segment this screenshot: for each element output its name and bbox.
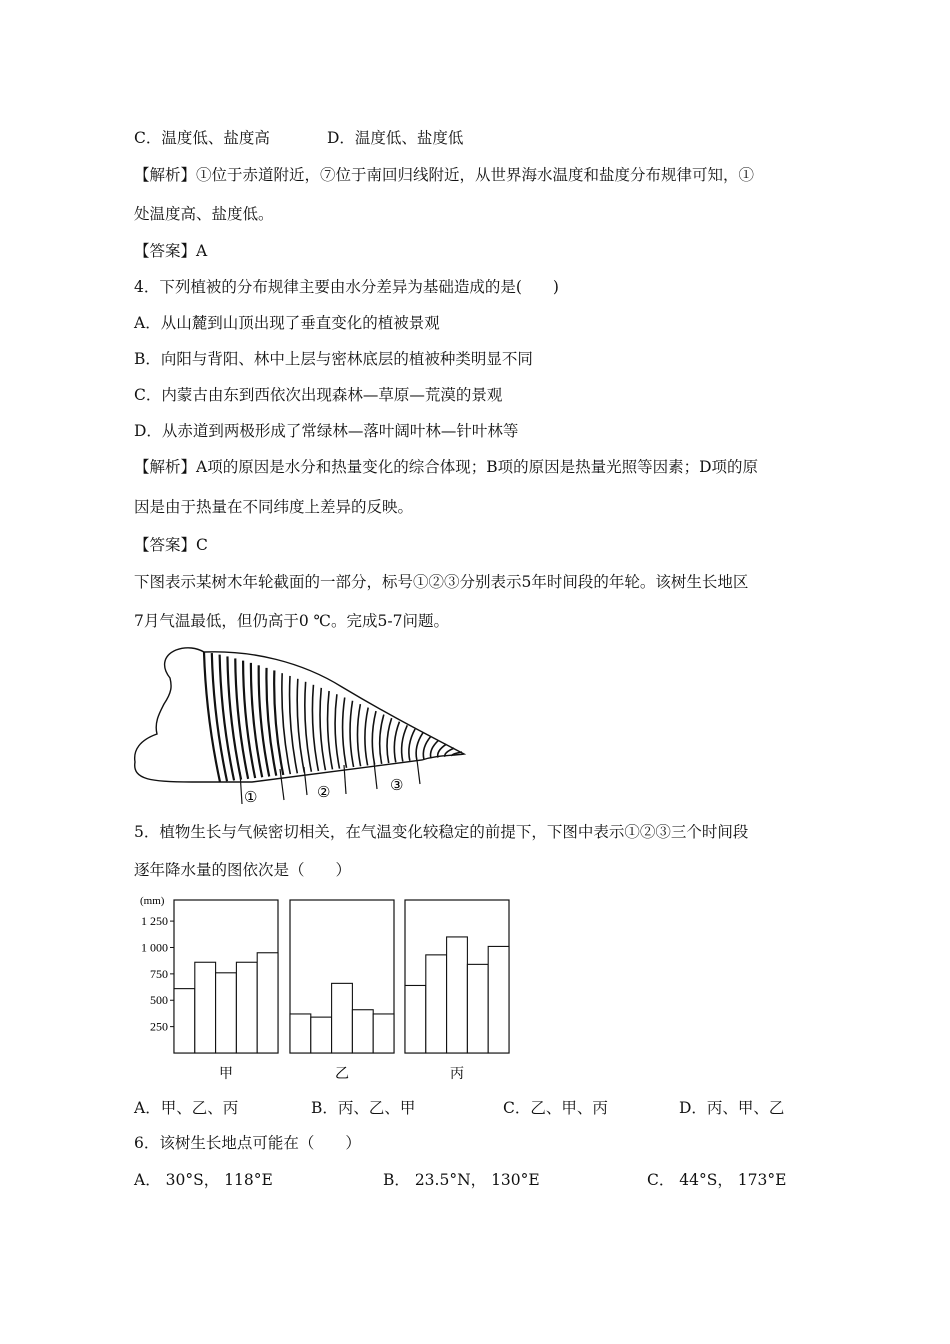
q5-stem-line1: 5．植物生长与气候密切相关，在气温变化较稳定的前提下，下图中表示①②③三个时间段 (134, 823, 749, 841)
q3-option-c: C．温度低、盐度高 (134, 129, 270, 147)
panel-label: 丙 (450, 1067, 464, 1082)
intro-line2: 7月气温最低，但仍高于0 ℃。完成5-7问题。 (134, 612, 449, 630)
bar (332, 983, 353, 1053)
q3-analysis-line1: 【解析】①位于赤道附近，⑦位于南回归线附近，从世界海水温度和盐度分布规律可知，① (134, 166, 755, 184)
precip-chart-svg (128, 892, 528, 1087)
bar (236, 962, 257, 1053)
bar (488, 946, 509, 1053)
y-tick-label: 500 (150, 993, 168, 1008)
tree-ring-line (365, 708, 368, 766)
tree-ring-line (328, 691, 333, 769)
ring-label-1: ① (244, 790, 258, 806)
bar (257, 953, 278, 1053)
tree-ring-line (320, 688, 325, 770)
tree-ring-line (290, 676, 298, 773)
q3-option-d: D．温度低、盐度低 (327, 129, 464, 147)
y-tick-label: 1 000 (141, 940, 168, 955)
tree-ring-line (387, 718, 392, 763)
q6-stem: 6．该树生长地点可能在（ ） (134, 1134, 361, 1152)
bar (405, 985, 426, 1053)
q4-analysis-line1: 【解析】A项的原因是水分和热量变化的综合体现；B项的原因是热量光照等因素；D项的原 (134, 458, 759, 476)
bar (311, 1017, 332, 1053)
ring-label-3: ③ (390, 778, 404, 794)
tree-ring-line (297, 679, 304, 773)
tree-ring-line (305, 682, 312, 772)
tree-ring-line (423, 737, 430, 760)
bar (447, 937, 468, 1053)
q5-option-d: D．丙、甲、乙 (679, 1099, 785, 1117)
q5-option-b: B．丙、乙、甲 (311, 1099, 416, 1117)
y-tick-label: 1 250 (141, 914, 168, 929)
bar (373, 1014, 394, 1053)
tree-rings (204, 652, 462, 782)
bar (426, 955, 447, 1053)
q5-option-a: A．甲、乙、丙 (134, 1099, 239, 1117)
tree-ring-line (343, 697, 347, 767)
intro-line1: 下图表示某树木年轮截面的一部分，标号①②③分别表示5年时间段的年轮。该树生长地区 (134, 573, 749, 591)
q4-analysis-line2: 因是由于热量在不同纬度上差异的反映。 (134, 498, 414, 516)
y-tick-label: 250 (150, 1019, 168, 1034)
q4-option-c: C．内蒙古由东到西依次出现森林—草原—荒漠的景观 (134, 386, 503, 404)
bar (290, 1014, 311, 1053)
q5-option-c: C．乙、甲、丙 (503, 1099, 608, 1117)
tree-outline (135, 648, 464, 782)
panel-label: 乙 (335, 1067, 349, 1082)
chart-panels (174, 900, 509, 1082)
q4-option-a: A．从山麓到山顶出现了垂直变化的植被景观 (134, 314, 440, 332)
tree-ring-line (380, 715, 384, 764)
y-tick-label: 750 (150, 966, 168, 981)
tree-ring-line (394, 722, 399, 763)
q4-stem: 4．下列植被的分布规律主要由水分差异为基础造成的是( ) (134, 278, 559, 296)
q6-option-a: A． 30°S， 118°E (134, 1171, 273, 1189)
q4-option-d: D．从赤道到两极形成了常绿林—落叶阔叶林—针叶林等 (134, 422, 519, 440)
panel-label: 甲 (219, 1067, 233, 1082)
bar (174, 989, 195, 1053)
tree-ring-line (416, 733, 423, 760)
tree-ring-line (372, 711, 376, 765)
tree-ring-line (350, 701, 354, 767)
ring-label-2: ② (317, 785, 331, 801)
chart-y-axis (141, 914, 174, 1034)
q4-answer: 【答案】C (134, 536, 208, 554)
chart-ylabel: (mm) (140, 895, 165, 907)
q6-option-c: C． 44°S， 173°E (647, 1171, 787, 1189)
tree-ring-line (312, 685, 318, 771)
precip-chart (128, 892, 528, 1087)
bar (195, 962, 216, 1053)
bar (352, 1010, 373, 1053)
bar (216, 973, 237, 1053)
q3-analysis-line2: 处温度高、盐度低。 (134, 205, 274, 223)
q5-stem-line2: 逐年降水量的图依次是（ ） (134, 861, 352, 879)
q3-answer: 【答案】A (134, 242, 208, 260)
tree-ring-line (409, 729, 415, 761)
tree-ring-line (335, 694, 339, 768)
q6-option-b: B． 23.5°N， 130°E (383, 1171, 540, 1189)
bar (467, 964, 488, 1053)
q4-option-b: B．向阳与背阳、林中上层与密林底层的植被种类明显不同 (134, 350, 533, 368)
tree-ring-line (402, 725, 408, 761)
tree-ring-svg (132, 642, 502, 810)
tree-ring-line (357, 704, 360, 766)
tree-ring-figure (132, 642, 502, 810)
